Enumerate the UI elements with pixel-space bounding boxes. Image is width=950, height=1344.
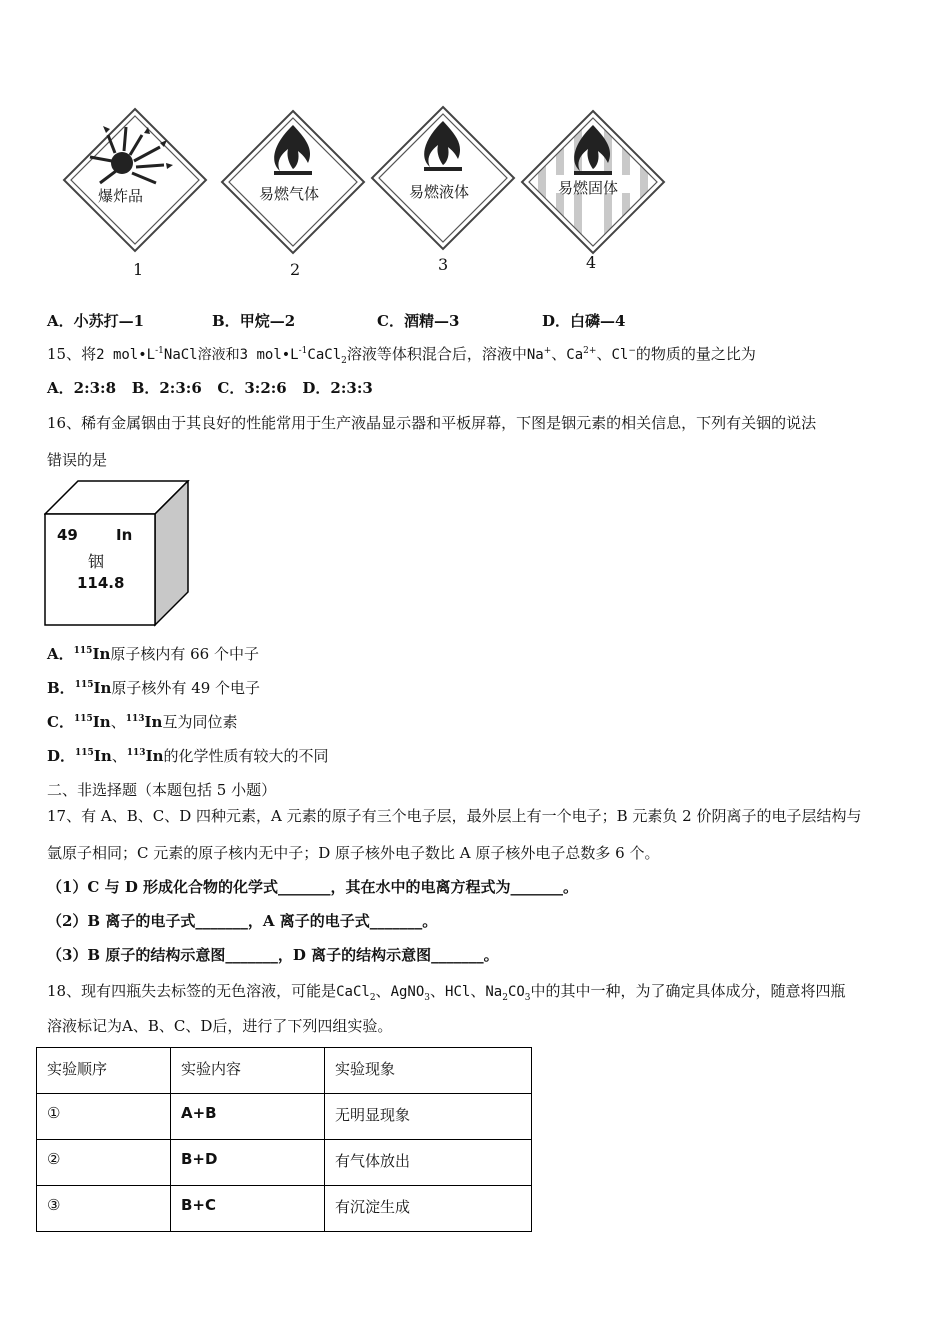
explosive-sign-icon — [60, 105, 210, 255]
element-symbol: In — [116, 526, 133, 544]
table-header-cell: 实验现象 — [325, 1048, 532, 1094]
hazard-number-4: 4 — [586, 253, 597, 272]
q18-stem-line2: 溶液标记为A、B、C、D后，进行了下列四组实验。 — [47, 1017, 393, 1035]
experiment-table — [36, 1047, 532, 1232]
hazard-number-3: 3 — [438, 255, 449, 274]
hazard-number-2: 2 — [290, 260, 301, 279]
hazard-label-2: 易燃气体 — [259, 185, 320, 203]
table-row — [37, 1186, 532, 1232]
q16-option-c[interactable]: C．$^{115}$In、$^{113}$In互为同位素 — [47, 713, 238, 731]
section2-title: 二、非选择题（本题包括 5 小题） — [47, 781, 277, 799]
table-cell: ③ — [37, 1186, 171, 1232]
q16-stem-line1: 16、稀有金属铟由于其良好的性能常用于生产液晶显示器和平板屏幕，下图是铟元素的相关信息，下列有关铟的说法 — [47, 414, 817, 432]
element-number: 49 — [57, 526, 78, 544]
table-header-cell: 实验顺序 — [37, 1048, 171, 1094]
flammable-liquid-sign-icon — [368, 103, 518, 253]
hazard-number-1: 1 — [133, 260, 144, 279]
table-cell: B+C — [171, 1186, 325, 1232]
q15-options[interactable]: A．2:3:8 B．2:3:6 C．3:2:6 D．2:3:3 — [47, 379, 373, 397]
table-header-cell: 实验内容 — [171, 1048, 325, 1094]
q14-option-c[interactable]: C．酒精—3 — [377, 312, 460, 330]
q17-sub1: （1）C 与 D 形成化合物的化学式_______，其在水中的电离方程式为_______。 — [47, 878, 579, 896]
element-name: 铟 — [88, 552, 105, 571]
element-mass: 114.8 — [77, 574, 125, 592]
table-cell: A+B — [171, 1094, 325, 1140]
q18-stem-line1: 18、现有四瓶失去标签的无色溶液，可能是CaCl$_2$、AgNO$_3$、HCl、$Na_2CO_3$中的其中一种，为了确定具体成分，随意将四瓶 — [47, 982, 846, 1003]
q15-stem: 15、将2 $mol•L^{-1}NaCl$溶液和3 $mol•L^{-1}CaCl_2$溶液等体积混合后，溶液中Na+、$Ca^{2+}$、Cl−的物质的量之比为 — [47, 345, 756, 366]
hazard-label-1: 爆炸品 — [98, 187, 144, 205]
q14-options — [47, 311, 625, 331]
hazard-label-3: 易燃液体 — [409, 183, 470, 201]
table-cell: 有气体放出 — [325, 1140, 532, 1186]
q14-option-b[interactable]: B．甲烷—2 — [212, 312, 296, 330]
table-row — [37, 1094, 532, 1140]
table-cell: 无明显现象 — [325, 1094, 532, 1140]
element-cube-figure — [44, 480, 192, 628]
q14-option-a[interactable]: A．小苏打—1 — [47, 312, 145, 330]
hazard-label-4: 易燃固体 — [558, 179, 619, 197]
q16-option-a[interactable]: A．$^{115}$In原子核内有 66 个中子 — [47, 645, 259, 663]
q17-sub3: （3）B 原子的结构示意图_______，D 离子的结构示意图_______。 — [47, 946, 499, 964]
q16-option-d[interactable]: D．$^{115}$In、$^{113}$In的化学性质有较大的不同 — [47, 747, 329, 765]
table-cell: ② — [37, 1140, 171, 1186]
table-cell: ① — [37, 1094, 171, 1140]
table-header-row — [37, 1048, 532, 1094]
table-row — [37, 1140, 532, 1186]
q17-sub2: （2）B 离子的电子式_______，A 离子的电子式_______。 — [47, 912, 438, 930]
q17-stem-line2: 氩原子相同；C 元素的原子核内无中子；D 原子核外电子数比 A 原子核外电子总数多 6 个。 — [47, 844, 660, 862]
q16-option-b[interactable]: B．$^{115}$In原子核外有 49 个电子 — [47, 679, 261, 697]
q16-stem-line2: 错误的是 — [47, 451, 108, 469]
hazard-signs-figure — [60, 105, 660, 285]
q14-option-d[interactable]: D．白磷—4 — [542, 312, 626, 330]
table-cell: 有沉淀生成 — [325, 1186, 532, 1232]
q17-stem-line1: 17、有 A、B、C、D 四种元素，A 元素的原子有三个电子层，最外层上有一个电子；B 元素负 2 价阴离子的电子层结构与 — [47, 807, 862, 825]
flammable-gas-sign-icon — [218, 107, 368, 257]
table-cell: B+D — [171, 1140, 325, 1186]
